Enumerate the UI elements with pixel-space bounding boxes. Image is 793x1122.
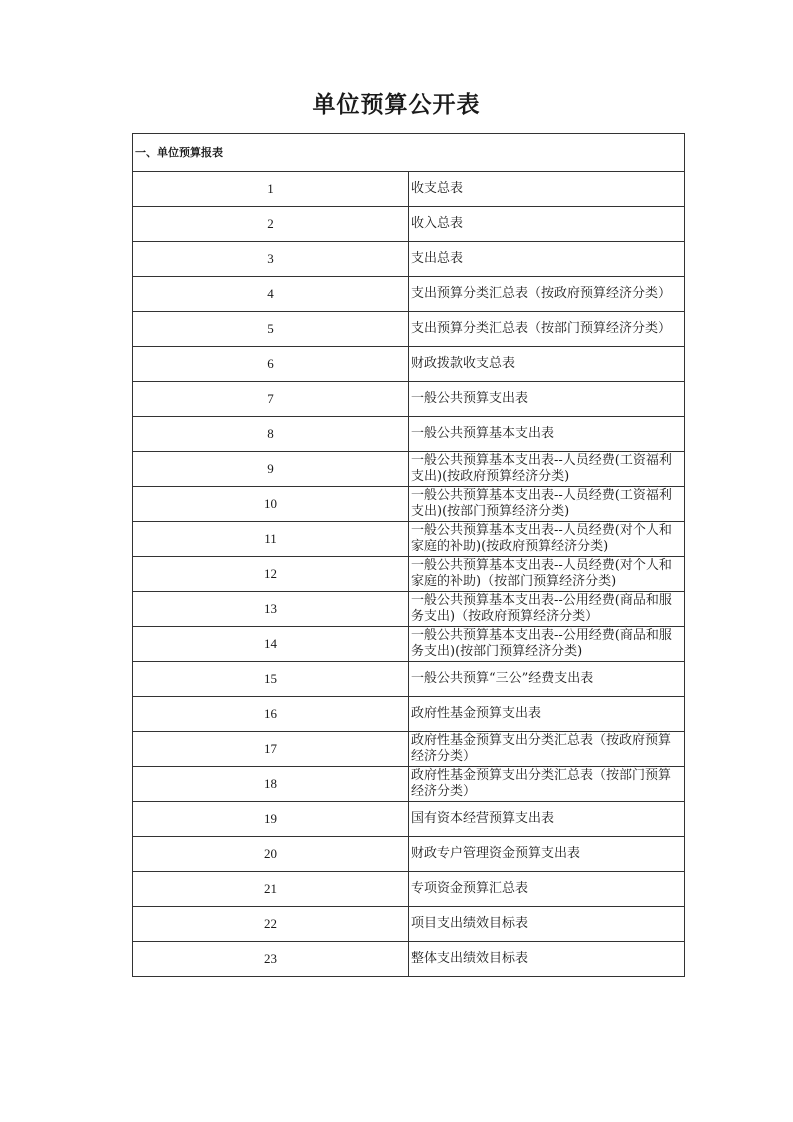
report-name: 国有资本经营预算支出表	[409, 802, 685, 837]
report-name: 一般公共预算基本支出表--人员经费(对个人和家庭的补助)(按政府预算经济分类)	[409, 522, 685, 557]
row-number: 17	[133, 732, 409, 767]
report-name: 一般公共预算基本支出表--公用经费(商品和服务支出)（按政府预算经济分类）	[409, 592, 685, 627]
row-number: 2	[133, 207, 409, 242]
budget-table-body	[133, 134, 685, 977]
report-name: 支出预算分类汇总表（按部门预算经济分类）	[409, 312, 685, 347]
table-row	[133, 907, 685, 942]
row-number: 6	[133, 347, 409, 382]
report-name: 一般公共预算基本支出表--人员经费(对个人和家庭的补助)（按部门预算经济分类)	[409, 557, 685, 592]
row-number: 4	[133, 277, 409, 312]
row-number: 5	[133, 312, 409, 347]
row-number: 16	[133, 697, 409, 732]
row-number: 3	[133, 242, 409, 277]
row-number: 13	[133, 592, 409, 627]
table-row	[133, 417, 685, 452]
table-row	[133, 452, 685, 487]
row-number: 12	[133, 557, 409, 592]
section-header-row	[133, 134, 685, 172]
table-row	[133, 522, 685, 557]
report-name: 财政专户管理资金预算支出表	[409, 837, 685, 872]
report-name: 收支总表	[409, 172, 685, 207]
row-number: 21	[133, 872, 409, 907]
row-number: 18	[133, 767, 409, 802]
report-name: 支出总表	[409, 242, 685, 277]
section-heading: 一、单位预算报表	[133, 134, 685, 172]
report-name: 专项资金预算汇总表	[409, 872, 685, 907]
table-row	[133, 312, 685, 347]
table-row	[133, 662, 685, 697]
report-name: 财政拨款收支总表	[409, 347, 685, 382]
row-number: 10	[133, 487, 409, 522]
table-row	[133, 767, 685, 802]
row-number: 22	[133, 907, 409, 942]
table-row	[133, 802, 685, 837]
row-number: 1	[133, 172, 409, 207]
budget-table-index	[132, 133, 685, 977]
table-row	[133, 627, 685, 662]
row-number: 7	[133, 382, 409, 417]
report-name: 政府性基金预算支出分类汇总表（按部门预算经济分类）	[409, 767, 685, 802]
report-name: 政府性基金预算支出分类汇总表（按政府预算经济分类）	[409, 732, 685, 767]
row-number: 9	[133, 452, 409, 487]
table-row	[133, 942, 685, 977]
row-number: 23	[133, 942, 409, 977]
row-number: 19	[133, 802, 409, 837]
table-row	[133, 347, 685, 382]
report-name: 支出预算分类汇总表（按政府预算经济分类）	[409, 277, 685, 312]
table-row	[133, 557, 685, 592]
report-name: 一般公共预算“三公”经费支出表	[409, 662, 685, 697]
table-row	[133, 592, 685, 627]
table-row	[133, 207, 685, 242]
table-row	[133, 872, 685, 907]
row-number: 14	[133, 627, 409, 662]
report-name: 政府性基金预算支出表	[409, 697, 685, 732]
report-name: 一般公共预算基本支出表--人员经费(工资福利支出)(按政府预算经济分类)	[409, 452, 685, 487]
report-name: 一般公共预算基本支出表--公用经费(商品和服务支出)(按部门预算经济分类)	[409, 627, 685, 662]
table-row	[133, 837, 685, 872]
row-number: 20	[133, 837, 409, 872]
table-row	[133, 697, 685, 732]
report-name: 收入总表	[409, 207, 685, 242]
report-name: 一般公共预算基本支出表	[409, 417, 685, 452]
table-row	[133, 242, 685, 277]
row-number: 11	[133, 522, 409, 557]
report-name: 一般公共预算支出表	[409, 382, 685, 417]
report-name: 一般公共预算基本支出表--人员经费(工资福利支出)(按部门预算经济分类)	[409, 487, 685, 522]
row-number: 15	[133, 662, 409, 697]
table-row	[133, 172, 685, 207]
report-name: 项目支出绩效目标表	[409, 907, 685, 942]
table-row	[133, 277, 685, 312]
row-number: 8	[133, 417, 409, 452]
table-row	[133, 382, 685, 417]
page-title: 单位预算公开表	[312, 92, 481, 118]
report-name: 整体支出绩效目标表	[409, 942, 685, 977]
table-row	[133, 487, 685, 522]
table-row	[133, 732, 685, 767]
